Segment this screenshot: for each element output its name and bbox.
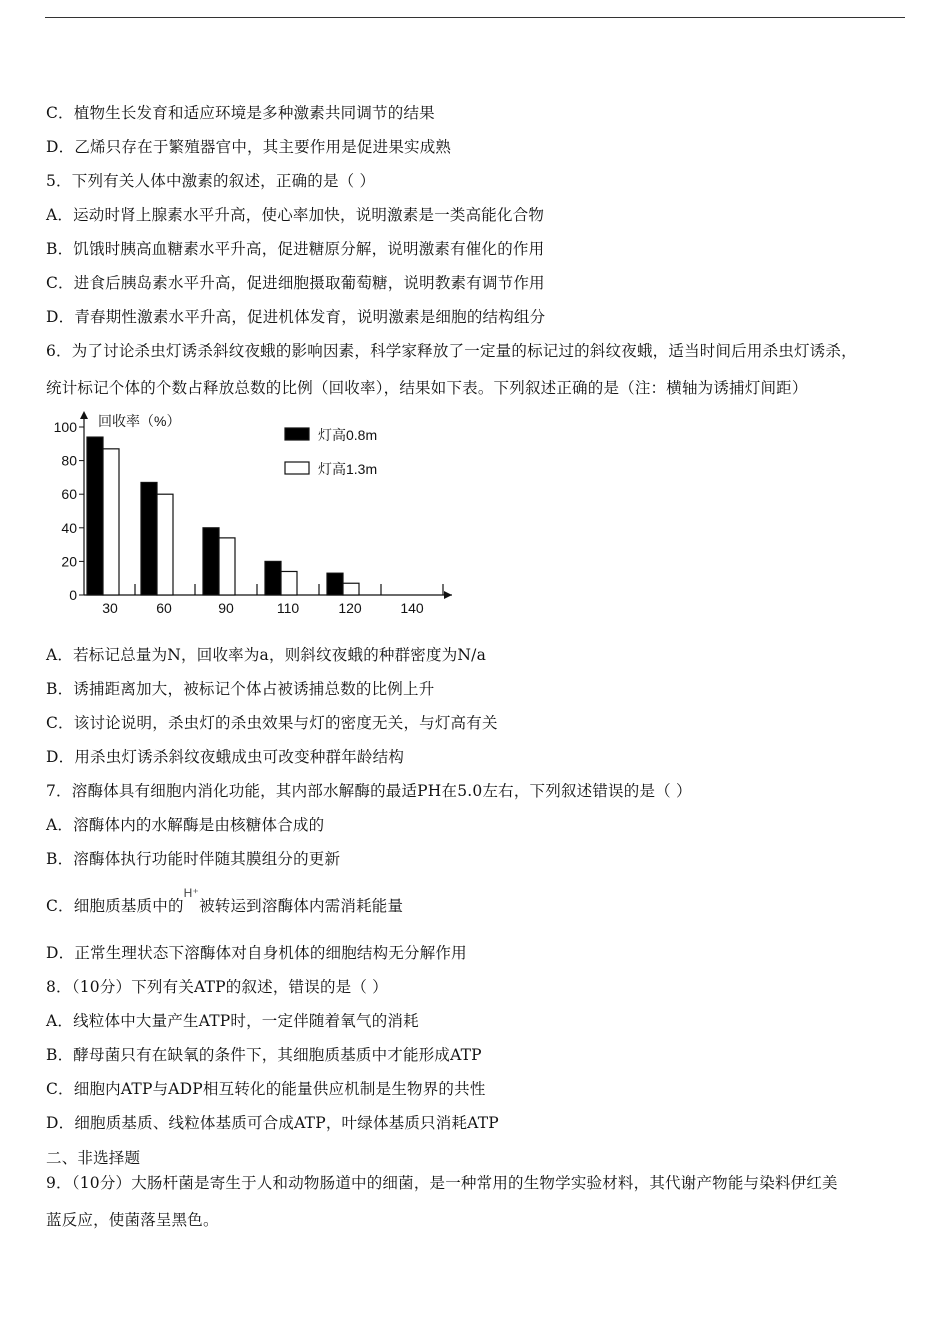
y-axis-arrow	[80, 411, 88, 419]
x-tick-label: 110	[276, 600, 300, 616]
option-8a: A．线粒体中大量产生ATP时，一定伴随着氧气的消耗	[46, 1012, 419, 1030]
question-6-line2: 统计标记个体的个数占释放总数的比例（回收率），结果如下表。下列叙述正确的是（注：横轴为诱捕灯间距）	[46, 379, 808, 397]
option-8d: D．细胞质基质、线粒体基质可合成ATP，叶绿体基质只消耗ATP	[46, 1114, 499, 1132]
x-tick-label: 120	[338, 600, 362, 616]
chart-legend	[285, 427, 377, 477]
recovery-rate-chart	[40, 405, 480, 620]
legend-label: 灯高1.3m	[318, 461, 378, 477]
bar-series2	[157, 494, 173, 595]
x-tick-label: 90	[218, 600, 234, 616]
x-tick-label: 30	[102, 600, 118, 616]
option-7c	[46, 886, 404, 917]
option-8c: C．细胞内ATP与ADP相互转化的能量供应机制是生物界的共性	[46, 1080, 486, 1098]
option-7c-after: 被转运到溶酶体内需消耗能量	[199, 897, 404, 915]
bar-series2	[281, 571, 297, 595]
section-heading: 二、非选择题	[46, 1149, 141, 1167]
option-5b: B．饥饿时胰高血糖素水平升高，促进糖原分解，说明激素有催化的作用	[46, 240, 545, 258]
bar-series1	[265, 561, 281, 595]
question-7: 7．溶酶体具有细胞内消化功能，其内部水解酶的最适PH在5.0左右，下列叙述错误的是（ ）	[46, 782, 692, 800]
y-axis-label: 回收率（%）	[98, 413, 181, 429]
y-tick-label: 60	[61, 486, 77, 503]
bar-series2	[219, 538, 235, 595]
bar-series1	[87, 437, 103, 595]
option-7c-before: C．细胞质基质中的	[46, 897, 184, 915]
bar-series1	[327, 573, 343, 595]
header-rule	[45, 17, 905, 18]
hydrogen-ion-label: H⁺	[183, 886, 200, 900]
option-7a: A．溶酶体内的水解酶是由核糖体合成的	[46, 816, 325, 834]
option-6a: A．若标记总量为N，回收率为a，则斜纹夜蛾的种群密度为N/a	[46, 646, 487, 664]
option-5c: C．进食后胰岛素水平升高，促进细胞摄取葡萄糖，说明教素有调节作用	[46, 274, 545, 292]
y-tick-label: 100	[53, 419, 77, 435]
option-4c: C．植物生长发育和适应环境是多种激素共同调节的结果	[46, 104, 435, 122]
question-6-line1: 6．为了讨论杀虫灯诱杀斜纹夜蛾的影响因素，科学家释放了一定量的标记过的斜纹夜蛾，适当时间后用杀虫灯诱杀，	[46, 342, 857, 360]
option-5a: A．运动时肾上腺素水平升高，使心率加快，说明激素是一类高能化合物	[46, 206, 545, 224]
legend-label: 灯高0.8m	[318, 427, 378, 443]
bar-series2	[343, 583, 359, 595]
question-9-line1: 9．（10分）大肠杆菌是寄生于人和动物肠道中的细菌，是一种常用的生物学实验材料，其代谢产物能与染料伊红美	[46, 1174, 838, 1192]
option-6d: D．用杀虫灯诱杀斜纹夜蛾成虫可改变种群年龄结构	[46, 748, 405, 766]
question-5: 5．下列有关人体中激素的叙述，正确的是（ ）	[46, 172, 376, 190]
bar-series1	[203, 528, 219, 595]
option-8b: B．酵母菌只有在缺氧的条件下，其细胞质基质中才能形成ATP	[46, 1046, 482, 1064]
y-tick-label: 20	[61, 553, 77, 570]
y-tick-label: 0	[69, 587, 77, 603]
bar-series2	[103, 449, 119, 595]
option-7b: B．溶酶体执行功能时伴随其膜组分的更新	[46, 850, 341, 868]
legend-swatch	[285, 462, 309, 474]
option-5d: D．青春期性激素水平升高，促进机体发育，说明激素是细胞的结构组分	[46, 308, 546, 326]
bar-series1	[141, 482, 157, 595]
x-axis-arrow	[444, 591, 452, 599]
option-6b: B．诱捕距离加大，被标记个体占被诱捕总数的比例上升	[46, 680, 435, 698]
x-tick-label: 60	[156, 600, 172, 616]
x-tick-label: 140	[400, 600, 424, 616]
y-tick-label: 80	[61, 452, 77, 469]
question-9-line2: 蓝反应，使菌落呈黑色。	[46, 1211, 219, 1229]
question-8: 8．（10分）下列有关ATP的叙述，错误的是（ ）	[46, 978, 388, 996]
legend-swatch	[285, 428, 309, 440]
y-tick-label: 40	[61, 519, 77, 536]
option-7d: D．正常生理状态下溶酶体对自身机体的细胞结构无分解作用	[46, 944, 467, 962]
option-4d: D．乙烯只存在于繁殖器官中，其主要作用是促进果实成熟	[46, 138, 452, 156]
option-6c: C．该讨论说明，杀虫灯的杀虫效果与灯的密度无关，与灯高有关	[46, 714, 498, 732]
